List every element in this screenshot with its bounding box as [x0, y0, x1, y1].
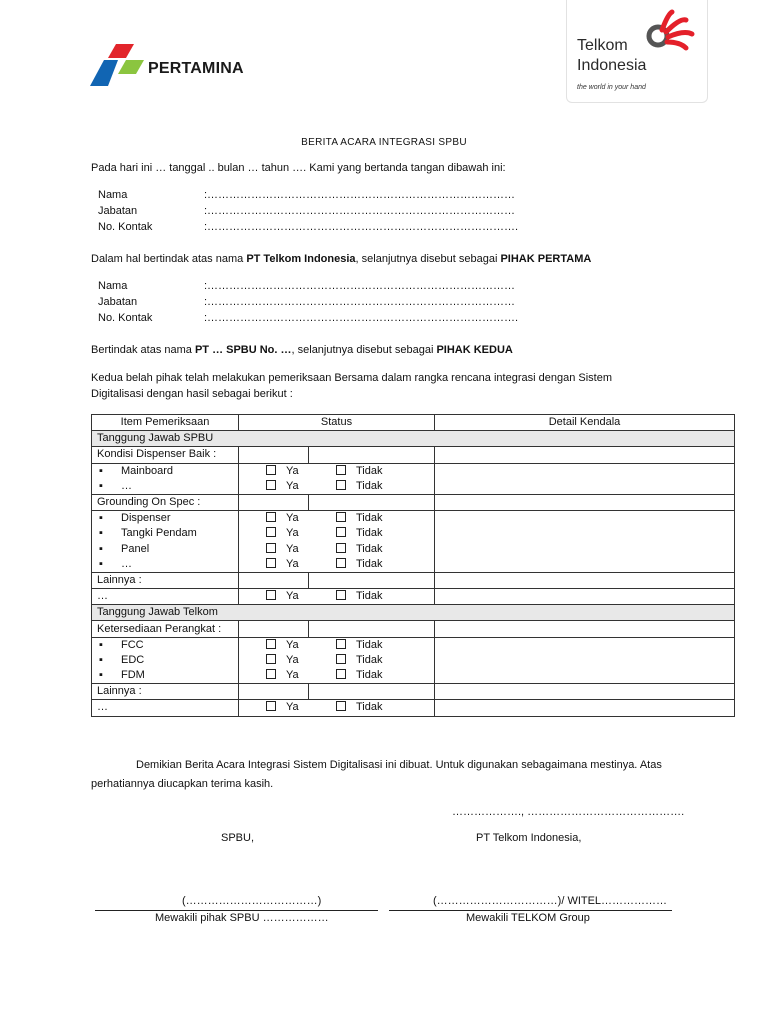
tidak-checkbox[interactable] [336, 543, 346, 553]
inspection-text-line2: Digitalisasi dengan hasil sebagai berikut : [91, 388, 293, 400]
ya-checkbox[interactable] [266, 465, 276, 475]
bullet-icon: ▪ [99, 557, 103, 570]
tidak-checkbox[interactable] [336, 669, 346, 679]
sign-right-org: PT Telkom Indonesia, [476, 832, 582, 844]
detail-cell[interactable] [435, 589, 735, 605]
group-row-dispenser: Kondisi Dispenser Baik : [92, 447, 735, 463]
table-row: ▪ Panel Ya Tidak [92, 542, 735, 557]
table-row: ▪ … Ya Tidak [92, 557, 735, 573]
detail-cell[interactable] [435, 463, 735, 479]
intro-text: Pada hari ini … tanggal .. bulan … tahun …. Kami yang bertanda tangan dibawah ini: [91, 162, 506, 174]
detail-cell[interactable] [435, 637, 735, 653]
section-row-telkom: Tanggung Jawab Telkom [92, 605, 735, 621]
ya-checkbox[interactable] [266, 590, 276, 600]
header-item: Item Pemeriksaan [92, 415, 239, 431]
bullet-icon: ▪ [99, 479, 103, 492]
bullet-icon: ▪ [99, 464, 103, 477]
tidak-checkbox[interactable] [336, 654, 346, 664]
table-row: ▪ FDM Ya Tidak [92, 668, 735, 684]
ya-checkbox[interactable] [266, 558, 276, 568]
table-row: ▪ FCC Ya Tidak [92, 637, 735, 653]
detail-cell[interactable] [435, 653, 735, 668]
sign-right-caption: Mewakili TELKOM Group [466, 912, 590, 924]
telkom-brand-line2: Indonesia [577, 57, 647, 74]
field-nama-2-label: Nama [98, 280, 128, 292]
bullet-icon: ▪ [99, 669, 103, 682]
field-jabatan-1-blank: :………………………………………………………………………… [204, 205, 516, 217]
telkom-tagline: the world in your hand [577, 84, 646, 91]
bullet-icon: ▪ [99, 527, 103, 540]
table-row: ▪ … Ya Tidak [92, 479, 735, 495]
ya-checkbox[interactable] [266, 701, 276, 711]
pertamina-brand-text: PERTAMINA [148, 60, 244, 77]
table-row: ▪ Mainboard Ya Tidak [92, 463, 735, 479]
field-kontak-1-label: No. Kontak [98, 221, 153, 233]
bullet-icon: ▪ [99, 542, 103, 555]
field-nama-1-label: Nama [98, 189, 128, 201]
tidak-checkbox[interactable] [336, 512, 346, 522]
table-row: ▪ Tangki Pendam Ya Tidak [92, 526, 735, 541]
field-jabatan-1-label: Jabatan [98, 205, 138, 217]
table-row: ▪ Dispenser Ya Tidak [92, 511, 735, 527]
field-jabatan-2-label: Jabatan [98, 296, 138, 308]
tidak-checkbox[interactable] [336, 480, 346, 490]
ya-checkbox[interactable] [266, 639, 276, 649]
bullet-icon: ▪ [99, 512, 103, 525]
ya-checkbox[interactable] [266, 654, 276, 664]
ya-checkbox[interactable] [266, 543, 276, 553]
sign-left-caption: Mewakili pihak SPBU ……………… [155, 912, 329, 924]
field-kontak-1-blank: :…………………………………………………………………………. [204, 221, 519, 233]
telkom-brand-line1: Telkom [577, 37, 628, 54]
sign-left-line [95, 910, 378, 911]
header-status: Status [239, 415, 435, 431]
bullet-icon: ▪ [99, 638, 103, 651]
field-kontak-2-blank: :…………………………………………………………………………. [204, 312, 519, 324]
sign-right-name: (……………………………)/ WITEL……………… [433, 895, 668, 907]
sign-left-org: SPBU, [221, 832, 255, 844]
detail-cell[interactable] [435, 700, 735, 716]
group-row-grounding: Grounding On Spec : [92, 494, 735, 510]
table-row: … Ya Tidak [92, 700, 735, 716]
section-row-spbu: Tanggung Jawab SPBU [92, 431, 735, 447]
group-row-lainnya-2: Lainnya : [92, 684, 735, 700]
group-row-lainnya-1: Lainnya : [92, 572, 735, 588]
tidak-checkbox[interactable] [336, 639, 346, 649]
telkom-hand-icon [642, 8, 698, 58]
field-nama-1-blank: :………………………………………………………………………… [204, 189, 516, 201]
sign-right-line [389, 910, 672, 911]
table-header-row [92, 415, 735, 431]
detail-cell[interactable] [435, 526, 735, 541]
party-two-statement: Bertindak atas nama PT … SPBU No. …, selanjutnya disebut sebagai PIHAK KEDUA [91, 344, 513, 356]
ya-checkbox[interactable] [266, 480, 276, 490]
party-one-statement: Dalam hal bertindak atas nama PT Telkom Indonesia, selanjutnya disebut sebagai PIHAK PERTAMA [91, 253, 592, 265]
detail-cell[interactable] [435, 511, 735, 527]
field-jabatan-2-blank: :………………………………………………………………………… [204, 296, 516, 308]
table-row: … Ya Tidak [92, 589, 735, 605]
closing-text-line1: Demikian Berita Acara Integrasi Sistem Digitalisasi ini dibuat. Untuk digunakan sebagaimana mestinya. Atas [136, 759, 662, 771]
tidak-checkbox[interactable] [336, 558, 346, 568]
inspection-text-line1: Kedua belah pihak telah melakukan pemeriksaan Bersama dalam rangka rencana integrasi dengan Sistem [91, 372, 612, 384]
tidak-checkbox[interactable] [336, 701, 346, 711]
detail-cell[interactable] [435, 557, 735, 573]
field-kontak-2-label: No. Kontak [98, 312, 153, 324]
closing-text-line2: perhatiannya diucapkan terima kasih. [91, 778, 274, 790]
sign-left-name: (………………………………) [182, 895, 322, 907]
group-row-perangkat: Ketersediaan Perangkat : [92, 621, 735, 637]
bullet-icon: ▪ [99, 653, 103, 666]
document-title: BERITA ACARA INTEGRASI SPBU [301, 137, 467, 148]
detail-cell[interactable] [435, 668, 735, 684]
detail-cell[interactable] [435, 479, 735, 495]
tidak-checkbox[interactable] [336, 465, 346, 475]
field-nama-2-blank: :………………………………………………………………………… [204, 280, 516, 292]
ya-checkbox[interactable] [266, 669, 276, 679]
table-row: ▪ EDC Ya Tidak [92, 653, 735, 668]
ya-checkbox[interactable] [266, 512, 276, 522]
tidak-checkbox[interactable] [336, 590, 346, 600]
tidak-checkbox[interactable] [336, 527, 346, 537]
header-detail: Detail Kendala [435, 415, 735, 431]
ya-checkbox[interactable] [266, 527, 276, 537]
inspection-table [91, 414, 735, 717]
detail-cell[interactable] [435, 542, 735, 557]
place-date-blank: ………………., ……………………………………. [452, 806, 685, 818]
